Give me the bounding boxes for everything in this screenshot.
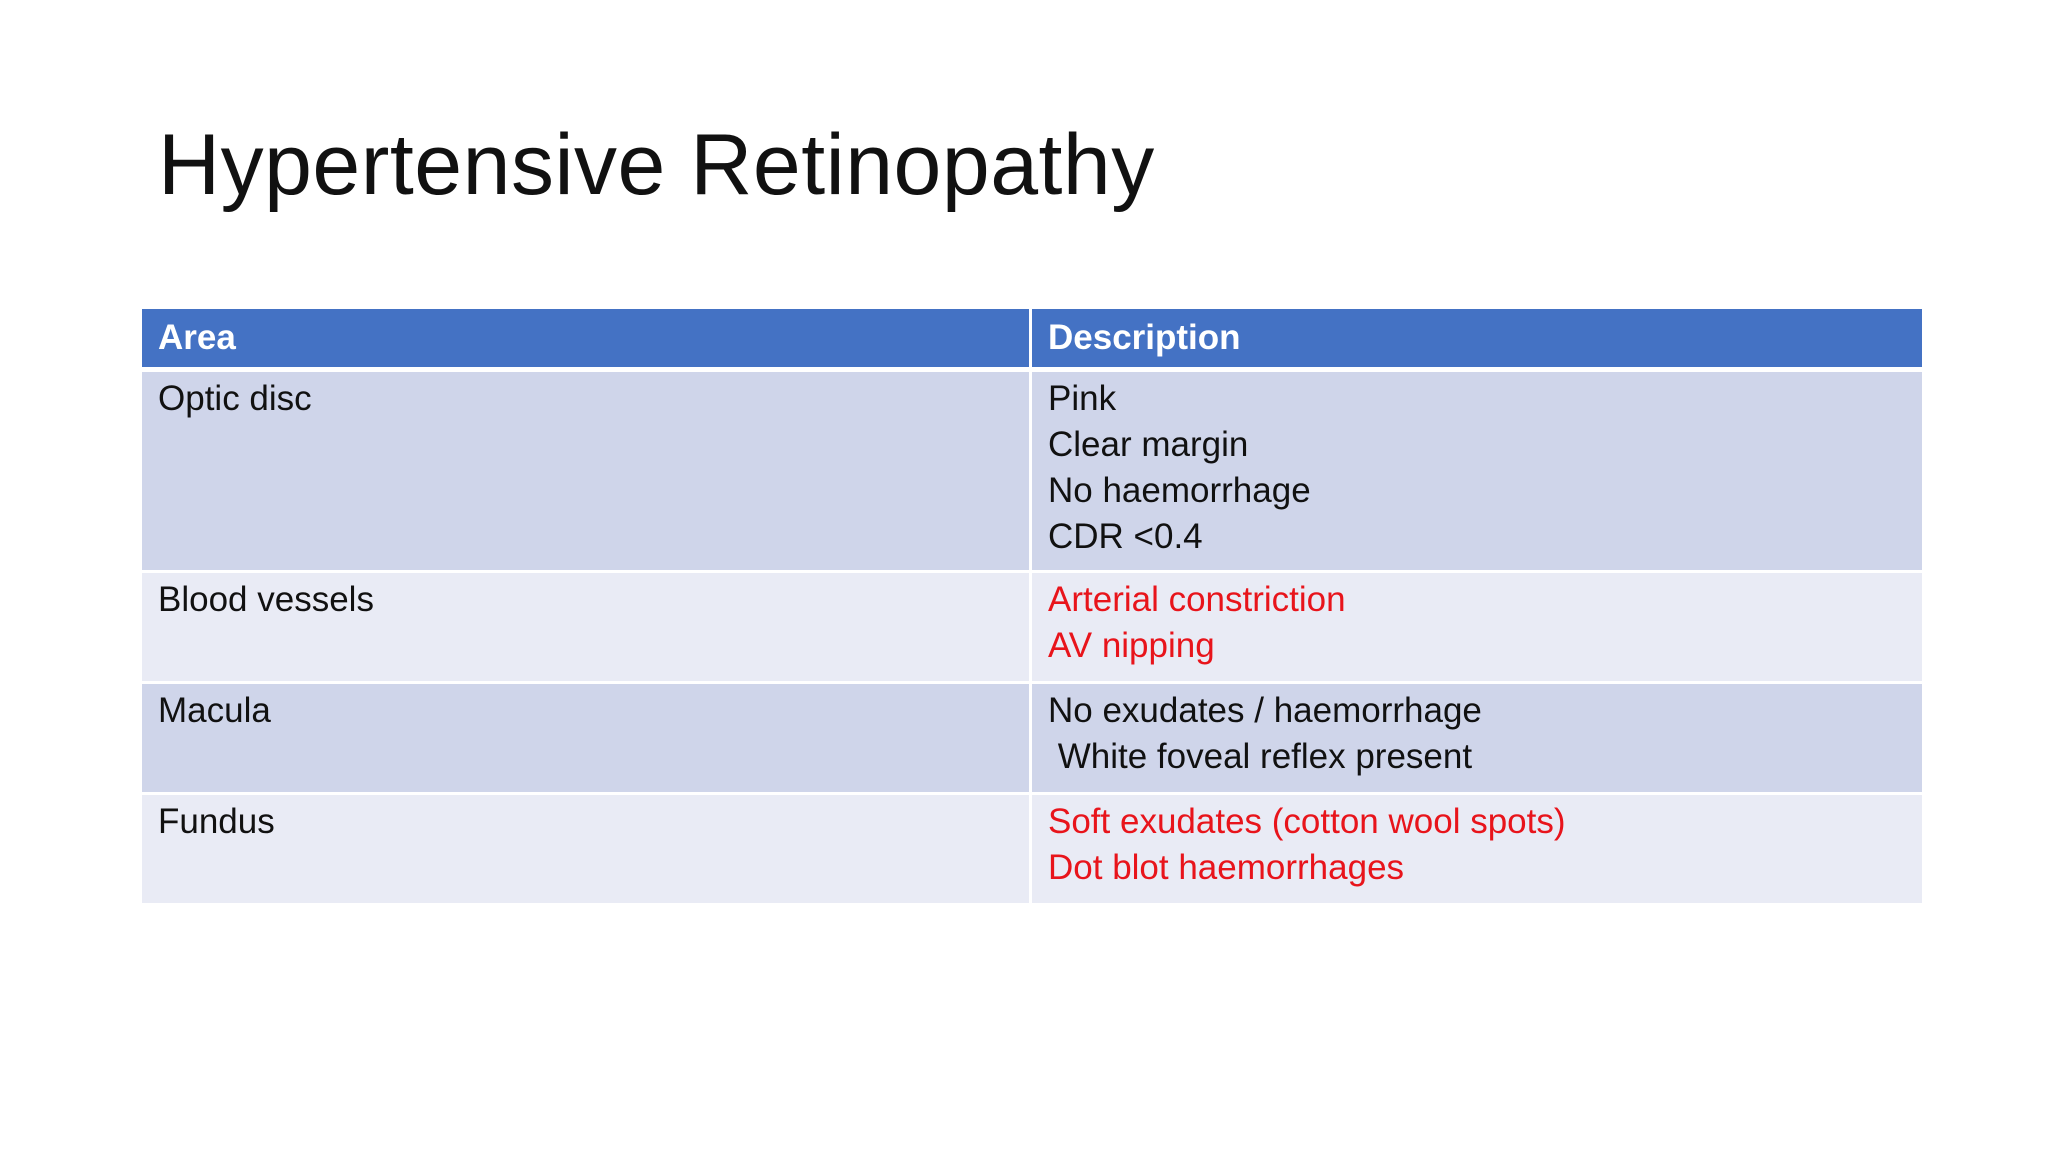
cell-description [1032,684,1922,795]
table-row-blood-vessels [142,573,1922,684]
header-description: Description [1032,309,1922,372]
description-line: No exudates / haemorrhage [1048,691,1482,730]
description-line: AV nipping [1048,626,1215,665]
slide-title: Hypertensive Retinopathy [158,117,1155,213]
cell-area: Blood vessels [142,573,1032,684]
description-line: Soft exudates (cotton wool spots) [1048,802,1566,841]
description-line: Dot blot haemorrhages [1048,848,1405,887]
cell-area: Macula [142,684,1032,795]
description-line: Pink [1048,379,1117,418]
cell-description [1032,573,1922,684]
table-header-row [142,309,1922,372]
header-area: Area [142,309,1032,372]
table-row-optic-disc [142,372,1922,573]
description-line: No haemorrhage [1048,471,1311,510]
table-row-macula [142,684,1922,795]
description-line: Arterial constriction [1048,580,1346,619]
description-line: White foveal reflex present [1048,737,1473,776]
description-line: Clear margin [1048,425,1249,464]
retinopathy-table [142,309,1922,906]
cell-description [1032,795,1922,906]
cell-area: Fundus [142,795,1032,906]
description-line: CDR <0.4 [1048,517,1203,556]
cell-description [1032,372,1922,573]
table-row-fundus [142,795,1922,906]
cell-area: Optic disc [142,372,1032,573]
